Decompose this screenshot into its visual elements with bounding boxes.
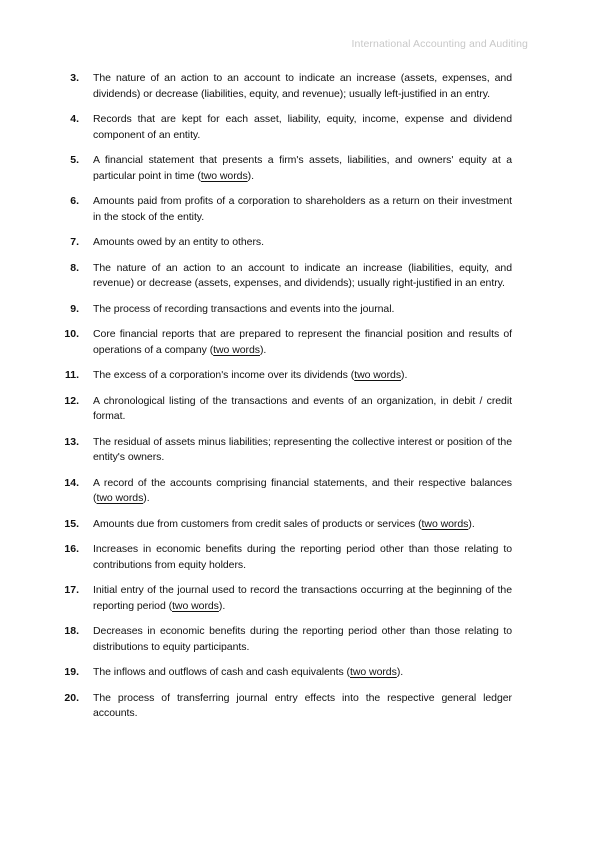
clue-number: 8.	[70, 261, 79, 274]
clue-body: Core financial reports that are prepared to represent the financial position and results of operations of a company (	[93, 328, 512, 356]
clue-item	[0, 435, 600, 466]
two-words-hint: two words	[354, 369, 402, 381]
clue-item	[0, 153, 600, 184]
clue-number: 18.	[64, 625, 79, 637]
clue-text	[93, 112, 512, 143]
clue-body: Amounts paid from profits of a corporation to shareholders as a return on their investment in the stock of the entity.	[93, 195, 512, 223]
clue-number: 4.	[70, 113, 79, 125]
clue-text	[93, 261, 512, 292]
clue-tail: ).	[259, 343, 267, 356]
clue-text	[93, 542, 512, 573]
clue-text	[93, 368, 512, 384]
clue-tail: ).	[247, 169, 254, 182]
clue-text	[93, 476, 512, 507]
clue-item	[0, 476, 600, 507]
clue-number: 16.	[64, 543, 79, 555]
clue-item	[0, 194, 600, 225]
clue-text	[93, 691, 512, 722]
clue-text	[93, 194, 512, 225]
clue-number: 20.	[64, 691, 79, 704]
clue-body: Increases in economic benefits during the reporting period other than those relating to contributions from equity holders.	[93, 543, 512, 571]
clue-text	[93, 71, 512, 102]
two-words-hint: two words	[200, 169, 248, 182]
clue-item	[0, 327, 600, 358]
clue-text	[93, 583, 512, 614]
clue-body: A record of the accounts comprising financial statements, and their respective balances (	[93, 476, 512, 504]
clue-text	[93, 517, 512, 533]
two-words-hint: two words	[172, 599, 219, 612]
clue-body: Amounts owed by an entity to others.	[93, 236, 264, 248]
two-words-hint: two words	[421, 517, 469, 530]
clue-number: 14.	[64, 476, 79, 489]
clue-tail: ).	[468, 517, 475, 530]
clue-body: A financial statement that presents a firm's assets, liabilities, and owners' equity at a particular point in time (	[93, 154, 512, 182]
clue-text	[93, 302, 512, 318]
clue-tail: ).	[143, 492, 150, 504]
clue-item	[0, 302, 600, 318]
clue-number: 15.	[64, 517, 79, 530]
clue-text	[93, 235, 512, 251]
clue-item	[0, 235, 600, 251]
clue-tail: ).	[396, 666, 404, 678]
clue-text	[93, 435, 512, 466]
clue-number: 10.	[64, 328, 79, 340]
clue-item	[0, 71, 600, 102]
clue-item	[0, 112, 600, 143]
clue-body: The excess of a corporation's income over its dividends (	[93, 369, 355, 381]
clue-number: 13.	[64, 435, 79, 448]
clue-text	[93, 665, 512, 681]
clue-item	[0, 517, 600, 533]
clue-number: 17.	[64, 584, 79, 596]
clue-body: The nature of an action to an account to indicate an increase (liabilities, equity, and revenue) or decrease (assets, expenses, and dividends); usually right-justified in an entry.	[93, 261, 512, 289]
clue-number: 9.	[70, 302, 79, 315]
clue-number: 3.	[70, 72, 79, 84]
clue-number: 7.	[70, 236, 79, 248]
clue-body: The inflows and outflows of cash and cash equivalents (	[93, 666, 350, 678]
clue-item	[0, 624, 600, 655]
clue-item	[0, 542, 600, 573]
clue-body: Records that are kept for each asset, liability, equity, income, expense and dividend component of an entity.	[93, 113, 512, 141]
two-words-hint: two words	[213, 343, 260, 356]
clue-body: The process of recording transactions and events into the journal.	[93, 302, 395, 315]
two-words-hint: two words	[96, 492, 144, 504]
clue-text	[93, 153, 512, 184]
clue-tail: ).	[218, 599, 226, 612]
clue-item	[0, 665, 600, 681]
clue-item	[0, 368, 600, 384]
clue-item	[0, 691, 600, 722]
two-words-hint: two words	[349, 666, 397, 678]
clue-item	[0, 394, 600, 425]
clue-tail: ).	[401, 369, 408, 381]
clue-number: 5.	[70, 154, 79, 166]
clue-body: Initial entry of the journal used to record the transactions occurring at the beginning of the reporting period (	[93, 584, 512, 612]
clue-text	[93, 327, 512, 358]
clue-item	[0, 261, 600, 292]
clue-body: The nature of an action to an account to indicate an increase (assets, expenses, and dividends) or decrease (liabilities, equity, and revenue); usually left-justified in an entry.	[93, 72, 512, 100]
clue-number: 12.	[64, 394, 79, 407]
clue-number: 6.	[70, 195, 79, 207]
clue-item	[0, 583, 600, 614]
clue-body: The residual of assets minus liabilities; representing the collective interest or position of the entity's owners.	[93, 435, 512, 463]
clue-body: Amounts due from customers from credit sales of products or services (	[93, 517, 422, 530]
clue-text	[93, 624, 512, 655]
clue-body: Decreases in economic benefits during the reporting period other than those relating to distributions to equity participants.	[93, 625, 512, 653]
clue-number: 19.	[64, 666, 79, 678]
clue-number: 11.	[64, 369, 79, 381]
clue-text	[93, 394, 512, 425]
running-header: International Accounting and Auditing	[351, 38, 528, 50]
clue-body: A chronological listing of the transactions and events of an organization, in debit / credit format.	[93, 394, 512, 422]
clue-list	[0, 71, 600, 732]
clue-body: The process of transferring journal entry effects into the respective general ledger accounts.	[93, 691, 512, 719]
